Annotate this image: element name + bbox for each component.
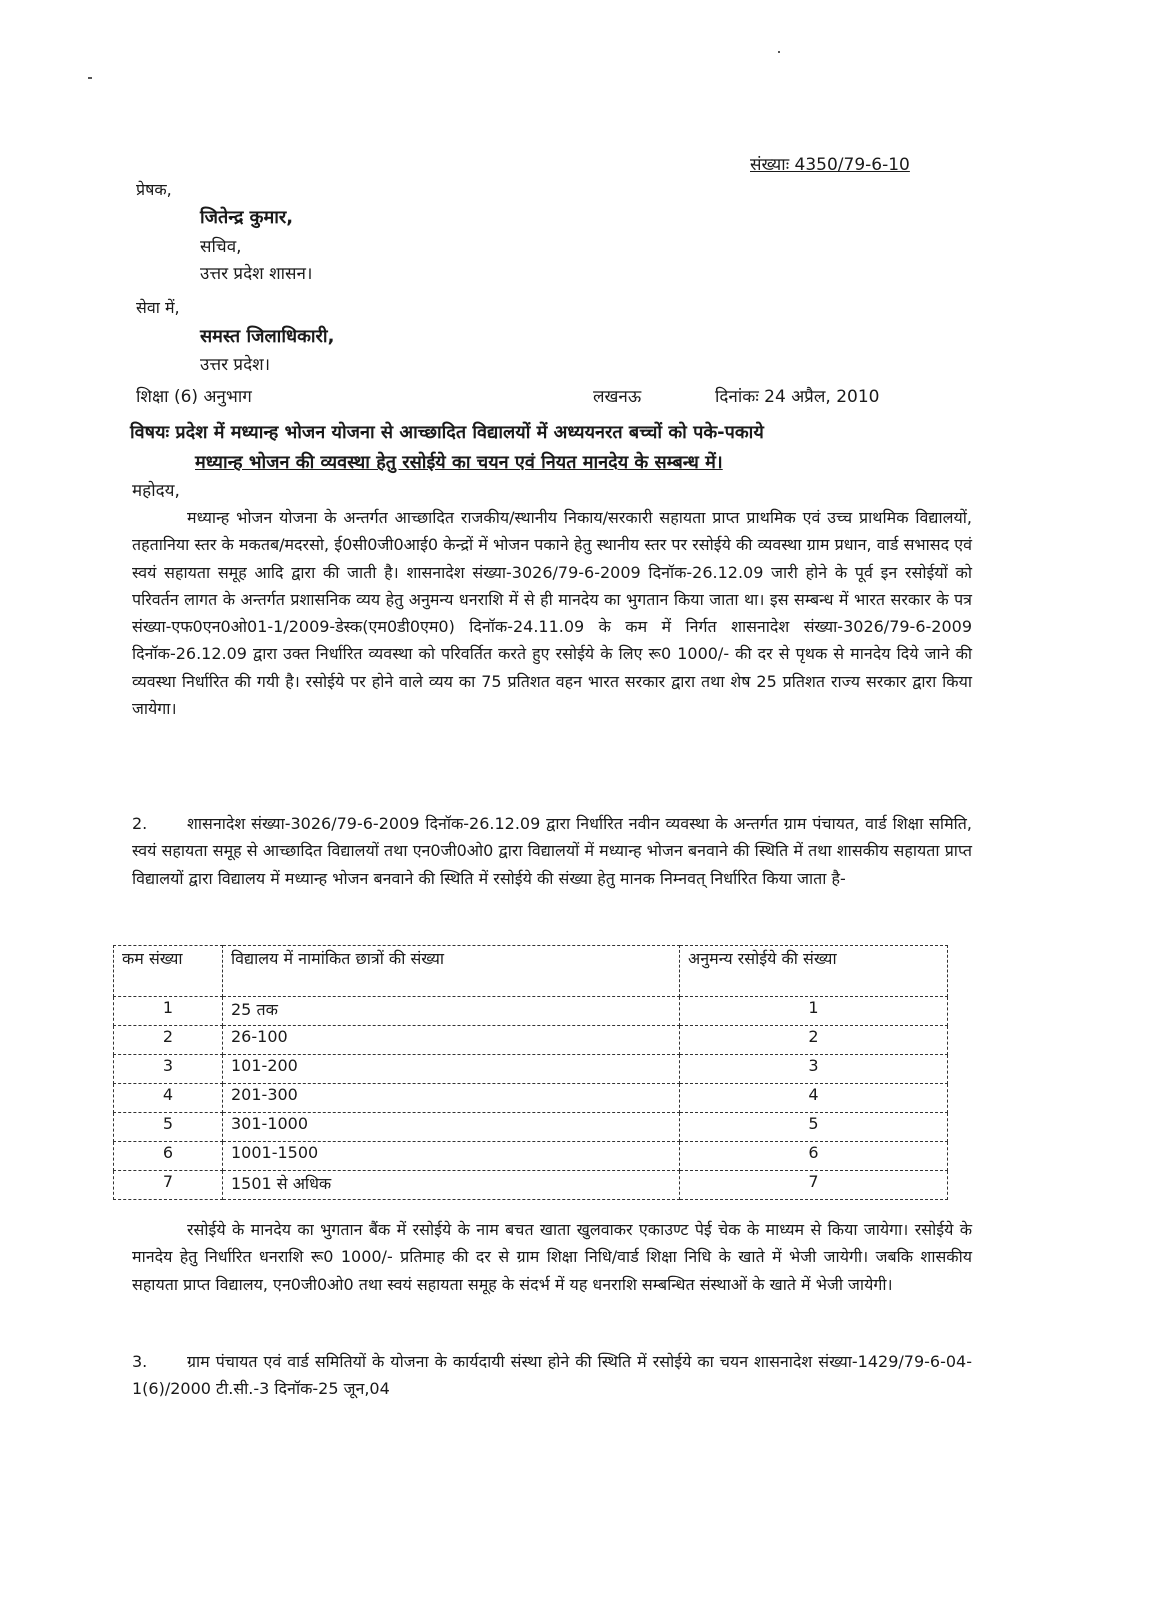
table-cell: 26-100 bbox=[223, 1026, 680, 1055]
table-header: कम संख्या bbox=[114, 946, 223, 997]
sender-name: जितेन्द्र कुमार, bbox=[200, 207, 294, 228]
paragraph-2-text: शासनादेश संख्या-3026/79-6-2009 दिनॉक-26.12.09 द्वारा निर्धारित नवीन व्यवस्था के अन्तर्गत ग्राम पंचायत, वार्ड शिक्षा समिति, स्वयं सहायता समूह से आच्छादित विद्यालयों तथा एन0जी0ओ0 द्वारा विद्यालयों में मध्यान्ह भोजन बनवाने की स्थिति में तथा शासकीय सहायता प्राप्त विद्यालयों द्वारा विद्यालय में मध्यान्ह भोजन बनवाने की स्थिति में रसोईये की संख्या हेतु मानक निम्नवत् निर्धारित किया जाता है- bbox=[132, 814, 972, 888]
table-row bbox=[114, 1113, 948, 1142]
table-cell: 6 bbox=[114, 1142, 223, 1171]
table-cell: 2 bbox=[114, 1026, 223, 1055]
table-cell: 1501 से अधिक bbox=[223, 1171, 680, 1200]
paragraph-1 bbox=[132, 504, 972, 722]
paragraph-1-text: मध्यान्ह भोजन योजना के अन्तर्गत आच्छादित राजकीय/स्थानीय निकाय/सरकारी सहायता प्राप्त प्राथमिक एवं उच्च प्राथमिक विद्यालयों, तहतानिया स्तर के मकतब/मदरसो, ई0सी0जी0आई0 केन्द्रों में भोजन पकाने हेतु स्थानीय स्तर पर रसोईये की व्यवस्था ग्राम प्रधान, वार्ड सभासद एवं स्वयं सहायता समूह आदि द्वारा की जाती है। शासनादेश संख्या-3026/79-6-2009 दिनॉक-26.12.09 जारी होने के पूर्व इन रसोईयों को परिवर्तन लागत के अन्तर्गत प्रशासनिक व्यय हेतु अनुमन्य धनराशि में से ही मानदेय का भुगतान किया जाता था। इस सम्बन्ध में भारत सरकार के पत्र संख्या-एफ0एन0ओ01-1/2009-डेस्क(एम0डी0एम0) दिनॉक-24.11.09 के कम में निर्गत शासनादेश संख्या-3026/79-6-2009 दिनॉक-26.12.09 द्वारा उक्त निर्धारित व्यवस्था को परिवर्तित करते हुए रसोईये के लिए रू0 1000/- की दर से पृथक से मानदेय दिये जाने की व्यवस्था निर्धारित की गयी है। रसोईये पर होने वाले व्यय का 75 प्रतिशत वहन भारत सरकार द्वारा तथा शेष 25 प्रतिशत राज्य सरकार द्वारा किया जायेगा। bbox=[132, 508, 972, 719]
salutation: महोदय, bbox=[132, 481, 180, 501]
paragraph-3-text: रसोईये के मानदेय का भुगतान बैंक में रसोईये के नाम बचत खाता खुलवाकर एकाउण्ट पेई चेक के माध्यम से किया जायेगा। रसोईये के मानदेय हेतु निर्धारित धनराशि रू0 1000/- प्रतिमाह की दर से ग्राम शिक्षा निधि/वार्ड शिक्षा निधि के खाते में भेजी जायेगी। जबकि शासकीय सहायता प्राप्त विद्यालय, एन0जी0ओ0 तथा स्वयं सहायता समूह के संदर्भ में यह धनराशि सम्बन्धित संस्थाओं के खाते में भेजी जायेगी। bbox=[132, 1220, 972, 1294]
section-name: शिक्षा (6) अनुभाग bbox=[136, 387, 252, 407]
table-cell: 25 तक bbox=[223, 997, 680, 1026]
table-cell: 7 bbox=[680, 1171, 948, 1200]
paragraph-4-number: 3. bbox=[132, 1352, 148, 1371]
table-row bbox=[114, 1142, 948, 1171]
paragraph-2 bbox=[132, 810, 972, 892]
recipient-name: समस्त जिलाधिकारी, bbox=[200, 326, 335, 347]
table-header: विद्यालय में नामांकित छात्रों की संख्या bbox=[223, 946, 680, 997]
table-cell: 5 bbox=[680, 1113, 948, 1142]
table-cell: 7 bbox=[114, 1171, 223, 1200]
scan-speck bbox=[88, 77, 92, 79]
paragraph-3 bbox=[132, 1216, 972, 1298]
recipient-place: उत्तर प्रदेश। bbox=[200, 355, 271, 375]
sender-designation: सचिव, bbox=[200, 237, 242, 257]
reference-number: संख्याः 4350/79-6-10 bbox=[750, 155, 910, 175]
table-row bbox=[114, 1171, 948, 1200]
table-cell: 1 bbox=[114, 997, 223, 1026]
subject-line-1: विषयः प्रदेश में मध्यान्ह भोजन योजना से आच्छादित विद्यालयों में अध्ययनरत बच्चों को पके-पकाये bbox=[130, 422, 764, 443]
sender-label: प्रेषक, bbox=[136, 180, 172, 199]
table-cell: 301-1000 bbox=[223, 1113, 680, 1142]
table-header: अनुमन्य रसोईये की संख्या bbox=[680, 946, 948, 997]
scan-speck bbox=[778, 51, 780, 53]
table-cell: 2 bbox=[680, 1026, 948, 1055]
cook-count-table bbox=[113, 945, 948, 1200]
table-cell: 201-300 bbox=[223, 1084, 680, 1113]
table-header-row bbox=[114, 946, 948, 997]
table-cell: 6 bbox=[680, 1142, 948, 1171]
table-cell: 101-200 bbox=[223, 1055, 680, 1084]
subject bbox=[130, 418, 990, 478]
table-row bbox=[114, 1084, 948, 1113]
subject-line-2: मध्यान्ह भोजन की व्यवस्था हेतु रसोईये का चयन एवं नियत मानदेय के सम्बन्ध में। bbox=[195, 452, 723, 473]
table-row bbox=[114, 997, 948, 1026]
table-cell: 1 bbox=[680, 997, 948, 1026]
table-cell: 4 bbox=[114, 1084, 223, 1113]
letter-date: दिनांकः 24 अप्रैल, 2010 bbox=[715, 387, 880, 407]
table-cell: 3 bbox=[114, 1055, 223, 1084]
sender-office: उत्तर प्रदेश शासन। bbox=[200, 264, 313, 284]
recipient-label: सेवा में, bbox=[136, 298, 180, 317]
table-cell: 4 bbox=[680, 1084, 948, 1113]
paragraph-2-number: 2. bbox=[132, 814, 148, 833]
paragraph-4-text: ग्राम पंचायत एवं वार्ड समितियों के योजना के कार्यदायी संस्था होने की स्थिति में रसोईये का चयन शासनादेश संख्या-1429/79-6-04-1(6)/2000 टी.सी.-3 दिनॉक-25 जून,04 bbox=[132, 1352, 972, 1399]
paragraph-4 bbox=[132, 1348, 972, 1403]
city: लखनऊ bbox=[593, 387, 642, 407]
table-row bbox=[114, 1026, 948, 1055]
table-cell: 3 bbox=[680, 1055, 948, 1084]
table-cell: 1001-1500 bbox=[223, 1142, 680, 1171]
table-row bbox=[114, 1055, 948, 1084]
table-cell: 5 bbox=[114, 1113, 223, 1142]
